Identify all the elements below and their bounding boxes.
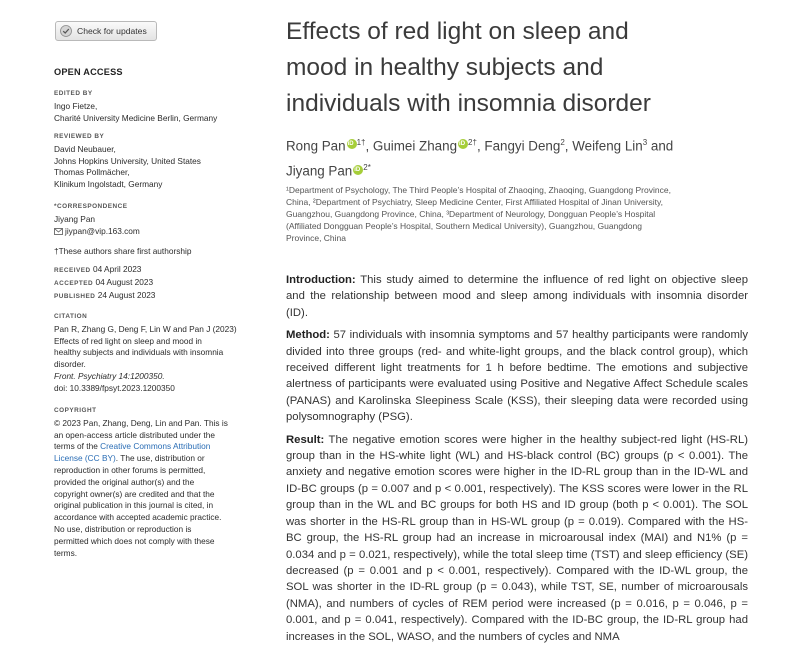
- citation-doi: doi: 10.3389/fpsyt.2023.1200350: [54, 382, 175, 393]
- check-for-updates-icon: [60, 25, 72, 37]
- affiliation-line: China, ²Department of Psychiatry, Sleep Medicine Center, First Affiliated Hospital of Jinan University,: [286, 197, 663, 207]
- cc-license-link-cont[interactable]: License (CC BY): [54, 453, 116, 464]
- check-for-updates-label: Check for updates: [77, 26, 147, 36]
- orcid-icon[interactable]: [353, 165, 363, 175]
- introduction-heading: Introduction:: [286, 274, 356, 286]
- copyright-line: No use, distribution or reproduction is: [54, 523, 192, 534]
- published-label: PUBLISHED: [54, 292, 96, 300]
- published-row: [54, 290, 266, 303]
- copyright-section: [54, 405, 266, 559]
- reviewed-by-label: REVIEWED BY: [54, 133, 105, 140]
- copyright-line: copyright owner(s) are credited and that the: [54, 488, 215, 499]
- correspondence-email-link[interactable]: jiypan@vip.163.com: [65, 225, 140, 236]
- title-line: Effects of red light on sleep and: [286, 18, 629, 45]
- authorship-note: †These authors share first authorship: [54, 246, 192, 256]
- copyright-line-with-link: License (CC BY). The use, distribution or: [54, 453, 205, 464]
- copyright-line: permitted which does not comply with these: [54, 535, 215, 546]
- copyright-line: provided the original author(s) and the: [54, 476, 195, 487]
- correspondence-label: *CORRESPONDENCE: [54, 203, 128, 210]
- reviewer-2-name: Thomas Pollmächer,: [54, 167, 130, 178]
- title-line: mood in healthy subjects and: [286, 54, 604, 81]
- open-access-label: OPEN ACCESS: [54, 67, 123, 77]
- copyright-line-with-link: terms of the Creative Commons Attribution: [54, 441, 211, 452]
- accepted-date: 04 August 2023: [95, 276, 154, 287]
- accepted-label: ACCEPTED: [54, 279, 94, 287]
- author-name[interactable]: Weifeng Lin: [572, 138, 643, 154]
- reviewer-1-affiliation: Johns Hopkins University, United States: [54, 155, 201, 166]
- accepted-row: [54, 277, 266, 290]
- author-name[interactable]: Rong Pan: [286, 138, 346, 154]
- author-list: Rong PaniD $^{1\dagger}$, Guimei ZhangiD $^{2\dagger}$, Fangyi Deng$^2$, Weifeng Lin$^3$ and Jiyang PaniD $^{2*}$: [286, 132, 756, 183]
- method-text: 57 individuals with insomnia symptoms and 57 healthy participants were randomly divided into three groups (red- and white-light groups, and the black control group), which received different light treatments for 1 h before bedtime. The emotions and subjective alertness of participants were evaluated using Positive and Negative Affect Schedule scales (PANAS) and Karolinska Sleepiness Scale (KSS), their sleeping data were recorded using polysomnography (PSG).: [286, 329, 749, 424]
- abstract-method: [286, 327, 748, 425]
- orcid-icon[interactable]: [458, 139, 468, 149]
- affiliation-line: Province, China: [286, 233, 347, 243]
- copyright-line: accordance with accepted academic practice.: [54, 512, 222, 523]
- citation-line: healthy subjects and individuals with insomnia: [54, 347, 224, 358]
- citation-section: [54, 311, 266, 395]
- editor-affiliation: Charité University Medicine Berlin, Germany: [54, 112, 218, 123]
- citation-line: disorder.: [54, 359, 86, 370]
- author-name[interactable]: Jiyang Pan: [286, 163, 353, 179]
- affiliation-line: Guangzhou, Guangdong Province, China, ³Department of Neurology, Dongguan People’s Hospital: [286, 209, 656, 219]
- copyright-label: COPYRIGHT: [54, 407, 97, 414]
- article-title: [286, 14, 756, 122]
- title-line: individuals with insomnia disorder: [286, 90, 651, 117]
- result-heading: Result:: [286, 433, 325, 446]
- copyright-line: terms.: [54, 547, 78, 558]
- affiliation-line: ¹Department of Psychology, The Third People’s Hospital of Zhaoqing, Zhaoqing, Guangdong Province,: [286, 185, 671, 195]
- citation-journal: Front. Psychiatry 14:1200350.: [54, 370, 165, 381]
- affiliations: [286, 184, 748, 244]
- authorship-note-section: [54, 246, 266, 258]
- editor-name: Ingo Fietze,: [54, 100, 98, 111]
- dates-section: [54, 264, 266, 302]
- correspondence-section: [54, 201, 266, 237]
- abstract: [286, 272, 748, 651]
- introduction-text: This study aimed to determine the influence of red light on objective sleep and the relationship between mood and sleep among individuals with insomnia disorder (ID).: [286, 274, 748, 319]
- abstract-introduction: [286, 272, 748, 321]
- reviewer-2-affiliation: Klinikum Ingolstadt, Germany: [54, 179, 163, 190]
- reviewed-by-section: [54, 131, 266, 191]
- copyright-line: an open-access article distributed under the: [54, 429, 215, 440]
- edited-by-label: EDITED BY: [54, 90, 93, 97]
- received-date: 04 April 2023: [92, 264, 142, 274]
- citation-line: Effects of red light on sleep and mood in: [54, 335, 202, 346]
- and-word: and: [650, 138, 674, 154]
- copyright-line: © 2023 Pan, Zhang, Deng, Lin and Pan. This is: [54, 417, 228, 428]
- result-text: The negative emotion scores were higher in the healthy subject-red light (HS-RL) group than in the HS-white light (WL) and HS-black control (BC) groups (p < 0.001). The anxiety and negative emotion scores were higher in the ID-RL group than in the ID-WL and ID-BC groups (p = 0.007 and p < 0.001, respectively). The KSS scores were lower in the RL group than in the WL and BC groups for both HS and ID group (both p < 0.001). The SOL was shorter in the HS-RL group than in HS-WL group (p = 0.019). Compared with the HS-BC group, the HS-RL group had an increase in microarousal index (MAI) and N1% (p = 0.034 and p = 0.021, respectively), while the total sleep time (TST) and sleep efficiency (SE) decreased (p = 0.001 and p < 0.001, respectively). Compared with the ID-WL group, the SOL was shorter in the ID-RL group (p = 0.043), while TST, SE, number of microarousals (NMA), and numbers of cycles of REM period were increased (p = 0.016, p = 0.046, p = 0.001, and p = 0.041, respectively). Compared with the ID-BC group, the ID-RL group had increases in the SOL, WASO, and the numbers of cycles and NMA: [286, 433, 748, 643]
- citation-label: CITATION: [54, 313, 88, 320]
- affiliation-line: (Affiliated Dongguan People’s Hospital, Southern Medical University), Guangzhou, Guangdong: [286, 221, 642, 231]
- reviewer-1-name: David Neubauer,: [54, 143, 116, 154]
- method-heading: Method:: [286, 329, 330, 342]
- check-for-updates-button[interactable]: [55, 21, 157, 41]
- citation-line: Pan R, Zhang G, Deng F, Lin W and Pan J (2023): [54, 323, 237, 334]
- cc-license-link[interactable]: Creative Commons Attribution: [100, 441, 211, 452]
- correspondence-name: Jiyang Pan: [54, 213, 96, 224]
- orcid-icon[interactable]: [347, 139, 357, 149]
- published-date: 24 August 2023: [97, 289, 156, 300]
- mail-icon: [54, 228, 63, 235]
- copyright-line: reproduction in other forums is permitted,: [54, 464, 206, 475]
- author-name[interactable]: Fangyi Deng: [484, 138, 561, 154]
- abstract-result: [286, 432, 748, 645]
- copyright-line: original publication in this journal is cited, in: [54, 500, 214, 511]
- edited-by-section: [54, 88, 266, 124]
- received-label: RECEIVED: [54, 267, 91, 274]
- author-name[interactable]: Guimei Zhang: [372, 138, 458, 154]
- correspondence-email-row: [54, 226, 266, 238]
- received-row: [54, 264, 266, 277]
